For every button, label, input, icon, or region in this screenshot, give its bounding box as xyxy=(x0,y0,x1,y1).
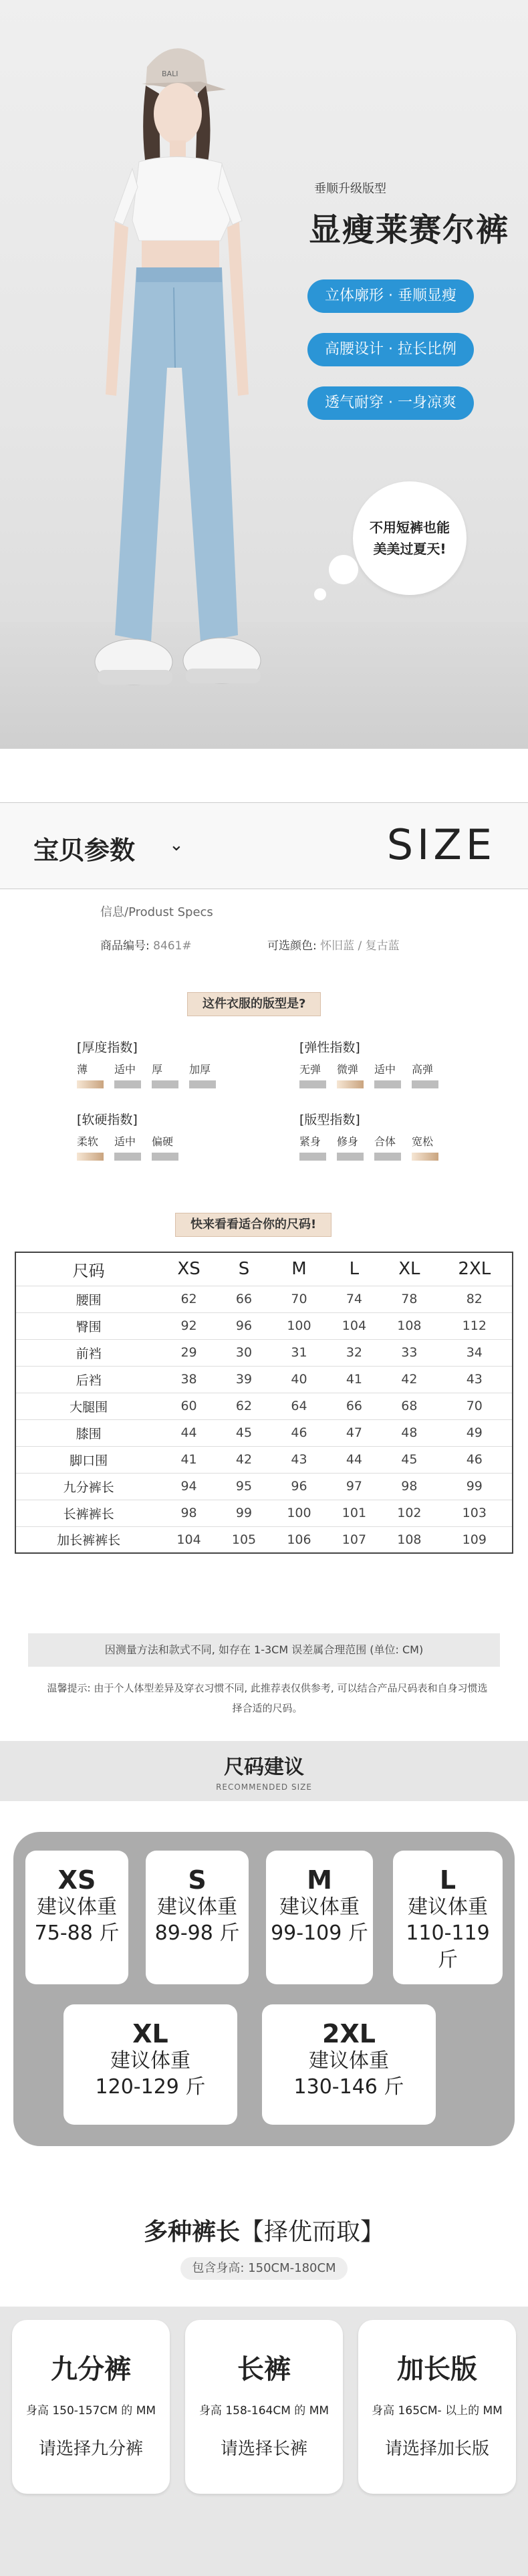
row-label: 前裆 xyxy=(15,1339,161,1366)
table-cell: 107 xyxy=(327,1526,382,1553)
index-bar xyxy=(299,1080,337,1088)
index-heading: [厚度指数] xyxy=(77,1040,138,1055)
hero-title: 显瘦莱赛尔裤 xyxy=(309,211,510,249)
table-cell: 92 xyxy=(161,1312,216,1339)
table-row xyxy=(15,1366,513,1393)
table-cell: 42 xyxy=(217,1446,271,1473)
index-heading: [弹性指数] xyxy=(299,1040,360,1055)
index-option: 修身 xyxy=(337,1135,359,1148)
index-bar-selected xyxy=(77,1080,114,1088)
measure-note: 因测量方法和款式不同, 如存在 1-3CM 误差属合理范围 (单位: CM) xyxy=(28,1633,500,1667)
table-cell: 104 xyxy=(161,1526,216,1553)
table-row xyxy=(15,1419,513,1446)
table-row xyxy=(15,1526,513,1553)
index-bar xyxy=(299,1153,337,1161)
index-heading: [软硬指数] xyxy=(77,1113,138,1127)
length-name: 加长版 xyxy=(397,2354,477,2385)
card-size: 2XL xyxy=(322,2019,376,2048)
table-header-row xyxy=(15,1252,513,1286)
table-cell: 108 xyxy=(382,1312,436,1339)
table-cell: 70 xyxy=(271,1286,326,1312)
table-cell: 94 xyxy=(161,1473,216,1500)
card-label: 建议体重 xyxy=(408,1895,488,1919)
lengths-title xyxy=(0,2213,528,2247)
card-size: L xyxy=(439,1865,456,1895)
item-number-value: 8461# xyxy=(153,939,192,953)
lengths-subtitle: 包含身高: 150CM-180CM xyxy=(180,2257,348,2280)
index-option: 适中 xyxy=(114,1135,136,1148)
index-option: 紧身 xyxy=(299,1135,321,1148)
index-option: 厚 xyxy=(152,1063,163,1076)
lengths-title-main: 多种裤长 xyxy=(143,2218,240,2246)
feature-pill: 透气耐穿 · 一身凉爽 xyxy=(307,386,474,420)
index-bar xyxy=(412,1080,449,1088)
bubble-dot xyxy=(314,588,326,600)
elasticity-index xyxy=(299,1038,449,1088)
card-range: 75-88 斤 xyxy=(34,1921,120,1945)
table-cell: 62 xyxy=(161,1286,216,1312)
card-range: 120-129 斤 xyxy=(95,2075,206,2099)
row-label: 脚口围 xyxy=(15,1446,161,1473)
length-pick: 请选择长裤 xyxy=(220,2439,307,2459)
softness-index xyxy=(77,1110,189,1161)
length-name: 长裤 xyxy=(237,2354,291,2385)
table-cell: 30 xyxy=(217,1339,271,1366)
hero-banner xyxy=(0,0,528,749)
table-cell: 62 xyxy=(217,1393,271,1419)
index-bar xyxy=(374,1080,412,1088)
table-header: M xyxy=(271,1252,326,1286)
table-row xyxy=(15,1446,513,1473)
card-size: XL xyxy=(132,2019,168,2048)
colors-label: 可选颜色: xyxy=(267,939,317,953)
table-cell: 98 xyxy=(161,1500,216,1526)
table-cell: 97 xyxy=(327,1473,382,1500)
info-title: 信息/Produst Specs xyxy=(100,905,213,919)
speech-bubble xyxy=(353,481,467,595)
length-card xyxy=(185,2320,343,2494)
size-card xyxy=(25,1851,128,1984)
row-label: 后裆 xyxy=(15,1366,161,1393)
bubble-line: 美美过夏天! xyxy=(373,541,446,557)
size-card xyxy=(266,1851,373,1984)
table-cell: 98 xyxy=(382,1473,436,1500)
length-card xyxy=(12,2320,170,2494)
table-cell: 108 xyxy=(382,1526,436,1553)
index-bar xyxy=(152,1153,189,1161)
table-cell: 104 xyxy=(327,1312,382,1339)
table-cell: 44 xyxy=(161,1419,216,1446)
table-cell: 95 xyxy=(217,1473,271,1500)
table-header: L xyxy=(327,1252,382,1286)
row-label: 加长裤裤长 xyxy=(15,1526,161,1553)
index-bar-selected xyxy=(77,1153,114,1161)
index-option: 微弹 xyxy=(337,1063,359,1076)
table-row xyxy=(15,1500,513,1526)
row-label: 臀围 xyxy=(15,1312,161,1339)
card-range: 130-146 斤 xyxy=(293,2075,404,2099)
card-label: 建议体重 xyxy=(110,2049,190,2073)
index-option: 适中 xyxy=(114,1063,136,1076)
index-option: 宽松 xyxy=(412,1135,434,1148)
table-cell: 33 xyxy=(382,1339,436,1366)
row-label: 长裤裤长 xyxy=(15,1500,161,1526)
table-cell: 49 xyxy=(437,1419,513,1446)
card-size: XS xyxy=(57,1865,96,1895)
table-cell: 42 xyxy=(382,1366,436,1393)
table-cell: 41 xyxy=(327,1366,382,1393)
recommend-subtitle: RECOMMENDED SIZE xyxy=(216,1782,312,1792)
table-cell: 46 xyxy=(271,1419,326,1446)
table-row xyxy=(15,1312,513,1339)
index-bar xyxy=(189,1080,227,1088)
table-cell: 101 xyxy=(327,1500,382,1526)
index-bar xyxy=(374,1153,412,1161)
feature-pill: 高腰设计 · 拉长比例 xyxy=(307,333,474,366)
card-range: 89-98 斤 xyxy=(154,1921,240,1945)
hero-subtitle: 垂顺升级版型 xyxy=(314,182,386,196)
item-number-label: 商品编号: xyxy=(100,939,150,953)
lengths-title-bracket: 【择优而取】 xyxy=(240,2218,385,2246)
table-cell: 103 xyxy=(437,1500,513,1526)
size-card xyxy=(63,2004,237,2125)
table-row xyxy=(15,1393,513,1419)
table-cell: 48 xyxy=(382,1419,436,1446)
index-option: 薄 xyxy=(77,1063,88,1076)
table-cell: 112 xyxy=(437,1312,513,1339)
table-cell: 70 xyxy=(437,1393,513,1419)
table-cell: 43 xyxy=(437,1366,513,1393)
card-label: 建议体重 xyxy=(279,1895,360,1919)
index-heading: [版型指数] xyxy=(299,1113,360,1127)
table-header: XL xyxy=(382,1252,436,1286)
index-option: 柔软 xyxy=(77,1135,99,1148)
table-cell: 66 xyxy=(327,1393,382,1419)
table-cell: 46 xyxy=(437,1446,513,1473)
index-bar xyxy=(337,1153,374,1161)
colors-value: 怀旧蓝 / 复古蓝 xyxy=(320,939,400,953)
table-cell: 41 xyxy=(161,1446,216,1473)
table-cell: 39 xyxy=(217,1366,271,1393)
svg-text:BALI: BALI xyxy=(162,70,178,78)
model-illustration xyxy=(67,20,274,722)
table-cell: 47 xyxy=(327,1419,382,1446)
table-cell: 74 xyxy=(327,1286,382,1312)
section-title-en: SIZE xyxy=(386,820,496,869)
table-cell: 99 xyxy=(217,1500,271,1526)
length-pick: 请选择九分裤 xyxy=(38,2439,143,2459)
table-row xyxy=(15,1339,513,1366)
table-row xyxy=(15,1473,513,1500)
table-cell: 82 xyxy=(437,1286,513,1312)
table-cell: 96 xyxy=(217,1312,271,1339)
size-tag: 快来看看适合你的尺码! xyxy=(175,1213,332,1237)
table-cell: 78 xyxy=(382,1286,436,1312)
table-cell: 44 xyxy=(327,1446,382,1473)
size-card xyxy=(393,1851,503,1984)
index-option: 高弹 xyxy=(412,1063,434,1076)
card-range: 99-109 斤 xyxy=(271,1921,368,1945)
table-header: S xyxy=(217,1252,271,1286)
table-cell: 34 xyxy=(437,1339,513,1366)
row-label: 大腿围 xyxy=(15,1393,161,1419)
bubble-line: 不用短裤也能 xyxy=(370,519,450,536)
table-cell: 96 xyxy=(271,1473,326,1500)
table-cell: 100 xyxy=(271,1312,326,1339)
size-card xyxy=(262,2004,436,2125)
size-table xyxy=(15,1252,513,1554)
table-cell: 105 xyxy=(217,1526,271,1553)
recommend-title: 尺码建议 xyxy=(224,1756,304,1779)
size-section-header xyxy=(0,802,528,889)
item-number xyxy=(100,936,192,953)
fit-question-tag: 这件衣服的版型是? xyxy=(187,992,321,1016)
length-pick: 请选择加长版 xyxy=(384,2439,489,2459)
card-size: S xyxy=(188,1865,207,1895)
card-range: 110-119 斤 xyxy=(406,1921,490,1972)
table-cell: 102 xyxy=(382,1500,436,1526)
bubble-dot xyxy=(329,555,358,584)
table-cell: 43 xyxy=(271,1446,326,1473)
table-header: XS xyxy=(161,1252,216,1286)
index-bar xyxy=(152,1080,189,1088)
card-label: 建议体重 xyxy=(309,2049,389,2073)
index-bar xyxy=(114,1080,152,1088)
table-cell: 31 xyxy=(271,1339,326,1366)
length-card xyxy=(358,2320,516,2494)
length-height: 身高 150-157CM 的 MM xyxy=(25,2404,156,2418)
section-title: 宝贝参数 xyxy=(33,836,136,865)
table-cell: 109 xyxy=(437,1526,513,1553)
size-card xyxy=(146,1851,249,1984)
tip-note: 温馨提示: 由于个人体型差异及穿衣习惯不同, 此推荐表仅供参考, 可以结合产品尺码表和自身习惯选择合适的尺码。 xyxy=(47,1682,488,1714)
table-cell: 66 xyxy=(217,1286,271,1312)
table-cell: 38 xyxy=(161,1366,216,1393)
table-cell: 106 xyxy=(271,1526,326,1553)
table-cell: 60 xyxy=(161,1393,216,1419)
table-cell: 45 xyxy=(382,1446,436,1473)
table-cell: 45 xyxy=(217,1419,271,1446)
table-header: 2XL xyxy=(437,1252,513,1286)
index-bar-selected xyxy=(337,1080,374,1088)
feature-pill: 立体廓形 · 垂顺显瘦 xyxy=(307,279,474,313)
card-label: 建议体重 xyxy=(157,1895,237,1919)
index-option: 加厚 xyxy=(189,1063,211,1076)
card-size: M xyxy=(307,1865,332,1895)
index-option: 偏硬 xyxy=(152,1135,174,1148)
table-cell: 100 xyxy=(271,1500,326,1526)
table-header: 尺码 xyxy=(15,1252,161,1286)
table-body xyxy=(15,1286,513,1553)
index-bar-selected xyxy=(412,1153,449,1161)
thickness-index xyxy=(77,1038,227,1088)
index-option: 合体 xyxy=(374,1135,396,1148)
fit-index xyxy=(299,1110,449,1161)
index-bar xyxy=(114,1153,152,1161)
table-cell: 64 xyxy=(271,1393,326,1419)
recommend-header xyxy=(0,1741,528,1801)
length-height: 身高 158-164CM 的 MM xyxy=(199,2404,329,2418)
length-height: 身高 165CM- 以上的 MM xyxy=(372,2404,503,2418)
available-colors xyxy=(267,936,400,953)
row-label: 膝围 xyxy=(15,1419,161,1446)
table-cell: 29 xyxy=(161,1339,216,1366)
table-row xyxy=(15,1286,513,1312)
index-option: 无弹 xyxy=(299,1063,321,1076)
row-label: 九分裤长 xyxy=(15,1473,161,1500)
table-cell: 68 xyxy=(382,1393,436,1419)
table-cell: 40 xyxy=(271,1366,326,1393)
table-cell: 99 xyxy=(437,1473,513,1500)
card-label: 建议体重 xyxy=(37,1895,117,1919)
table-cell: 32 xyxy=(327,1339,382,1366)
index-option: 适中 xyxy=(374,1063,396,1076)
row-label: 腰围 xyxy=(15,1286,161,1312)
length-name: 九分裤 xyxy=(51,2354,131,2385)
chevron-down-icon[interactable]: ⌄ xyxy=(169,835,184,855)
